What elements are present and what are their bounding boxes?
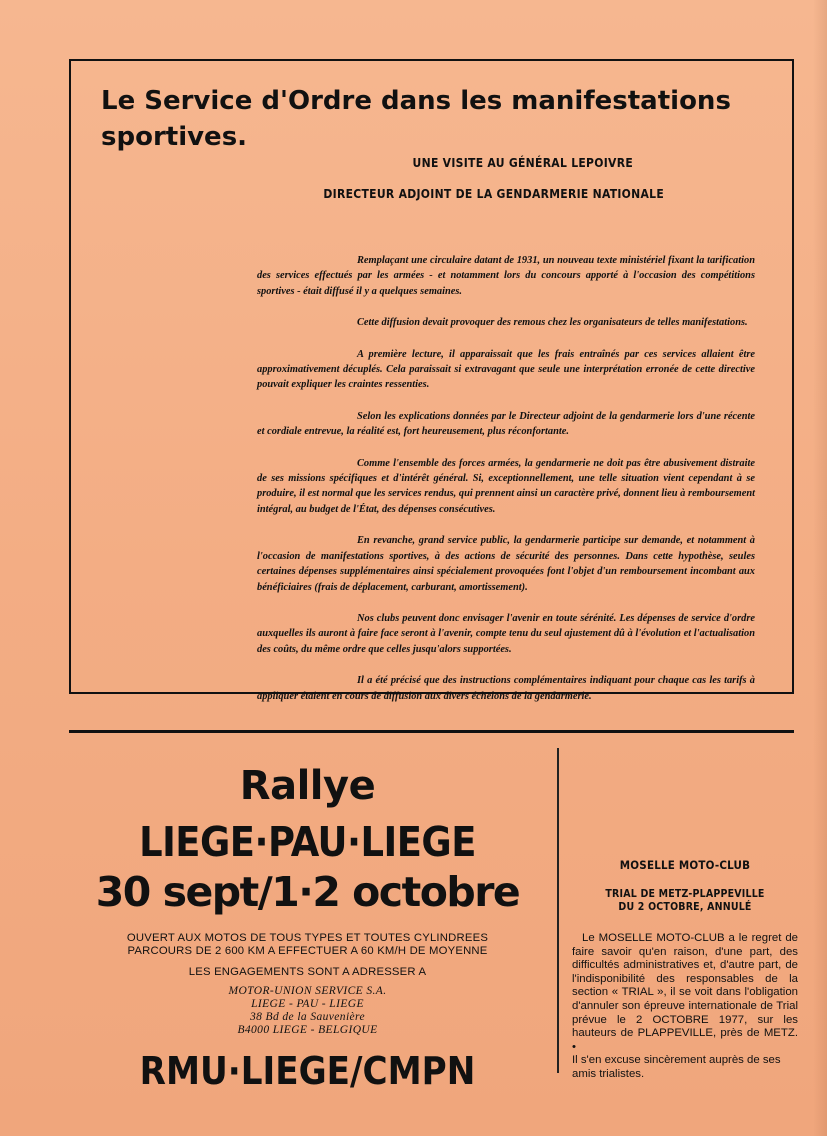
article-paragraph: Remplaçant une circulaire datant de 1931, un nouveau texte ministériel fixant la tarification des services effectués par les armées - et notamment lors du concours apporté à l'occasion des compétitions sportives - était diffusé il y a quelques semaines.	[257, 255, 755, 297]
page-edge-shadow	[813, 0, 827, 1136]
rallye-organizer: RMU·LIEGE/CMPN	[139, 1049, 476, 1093]
article-paragraph: Selon les explications données par le Directeur adjoint de la gendarmerie lors d'une récente et cordiale entrevue, la réalité est, fort heureusement, plus réconfortante.	[257, 410, 755, 438]
moselle-notice	[572, 858, 798, 1082]
article-paragraph: En revanche, grand service public, la gendarmerie participe sur demande, et notamment à l'occasion de manifestations sportives, à des actions de sécurité des personnes. Dans cette hypothèse, seules certaines dépenses supplémentaires ainsi spécialement provoquées font l'objet d'un remboursement incombant aux bénéficiaires (frais de déplacement, carburant, amortissement).	[257, 535, 755, 593]
rallye-route: LIEGE·PAU·LIEGE	[139, 818, 476, 866]
article-paragraph: Nos clubs peuvent donc envisager l'avenir en toute sérénité. Les dépenses de service d'ordre auxquelles ils auront à faire face seront à l'avenir, compte tenu du seul ajustement dû à l'évolution et l'actualisation des coûts, du même ordre que celles jusqu'alors supportées.	[257, 612, 755, 655]
rallye-title: Rallye	[239, 763, 376, 809]
address-line: MOTOR-UNION SERVICE S.A.	[228, 985, 387, 997]
address-line: LIEGE - PAU - LIEGE	[251, 998, 364, 1010]
moselle-subheading	[572, 888, 798, 914]
article-paragraph: Il a été précisé que des instructions complémentaires indiquant pour chaque cas les tarifs à appliquer étaient en cours de diffusion aux divers échelons de la gendarmerie.	[257, 675, 755, 702]
rallye-info-line: OUVERT AUX MOTOS DE TOUS TYPES ET TOUTES CYLINDREES	[126, 932, 489, 944]
rallye-dates: 30 sept/1·2 octobre	[95, 868, 520, 916]
moselle-body: Le MOSELLE MOTO-CLUB a le regret de faire savoir qu'en raison, d'une part, des difficultés administratives et, d'autre part, de l'indisponibilité des responsables de la section « TRIAL », il se voit dans l'obligation d'annuler son épreuve internationale de Trial prévue le 2 OCTOBRE 1977, sur les hauteurs de PLAPPEVILLE, près de METZ. •	[572, 932, 798, 1053]
column-rule	[557, 748, 559, 1073]
article-title: Le Service d'Ordre dans les manifestations sportives.	[101, 86, 731, 152]
rallye-info	[60, 932, 555, 958]
article-body	[257, 253, 755, 720]
moselle-subheading-line: DU 2 OCTOBRE, ANNULÉ	[618, 901, 752, 913]
rallye-address	[60, 985, 555, 1037]
article-subhead-visit: UNE VISITE AU GÉNÉRAL LEPOIVRE	[412, 156, 633, 170]
article-paragraph: A première lecture, il apparaissait que les frais entraînés par ces services allaient être approximativement décuplés. Cela paraissait si extravagant que seule une interprétation erronée de cette directive pouvait expliquer les craintes ressenties.	[257, 348, 755, 391]
moselle-apology: Il s'en excuse sincèrement auprès de ses amis trialistes.	[572, 1054, 781, 1080]
article-paragraph: Comme l'ensemble des forces armées, la gendarmerie ne doit pas être abusivement distraite de ses missions spécifiques et d'intérêt général. Si, exceptionnellement, une telle situation vient cependant à se produire, il est normal que les services rendus, qui prennent ainsi un caractère privé, donnent lieu à remboursement intégral, au budget de l'État, des dépenses consécutives.	[257, 457, 755, 515]
rallye-ad	[60, 760, 555, 1093]
article-frame	[69, 59, 794, 702]
rallye-engagements: LES ENGAGEMENTS SONT A ADRESSER A	[188, 966, 427, 978]
article-paragraph: Cette diffusion devait provoquer des remous chez les organisateurs de telles manifestations.	[357, 317, 748, 329]
address-line: B4000 LIEGE - BELGIQUE	[237, 1024, 378, 1036]
address-line: 38 Bd de la Sauvenière	[249, 1011, 366, 1023]
section-divider	[69, 730, 794, 733]
moselle-subheading-line: TRIAL DE METZ-PLAPPEVILLE	[605, 888, 765, 900]
rallye-info-line: PARCOURS DE 2 600 KM A EFFECTUER A 60 KM/H DE MOYENNE	[127, 945, 488, 957]
article-subhead-director: DIRECTEUR ADJOINT DE LA GENDARMERIE NATIONALE	[323, 187, 664, 201]
moselle-heading: MOSELLE MOTO-CLUB	[619, 858, 751, 872]
